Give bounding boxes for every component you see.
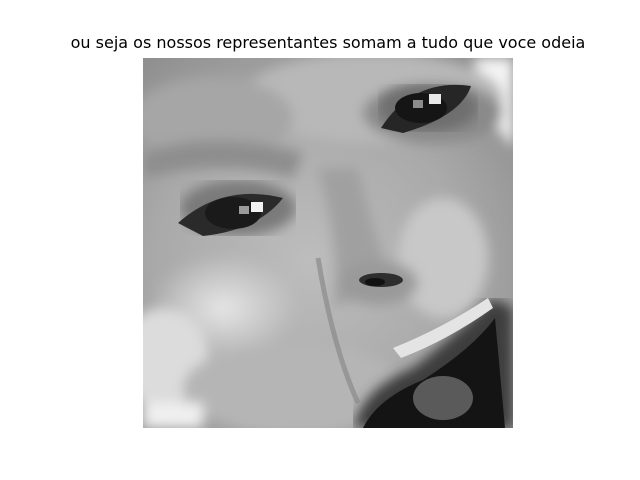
- figure-title: ou seja os nossos representantes somam a tudo que voce odeia: [70, 33, 586, 52]
- face-closeup-picture: [143, 58, 513, 428]
- face-image: [143, 58, 513, 428]
- nostril: [359, 273, 403, 287]
